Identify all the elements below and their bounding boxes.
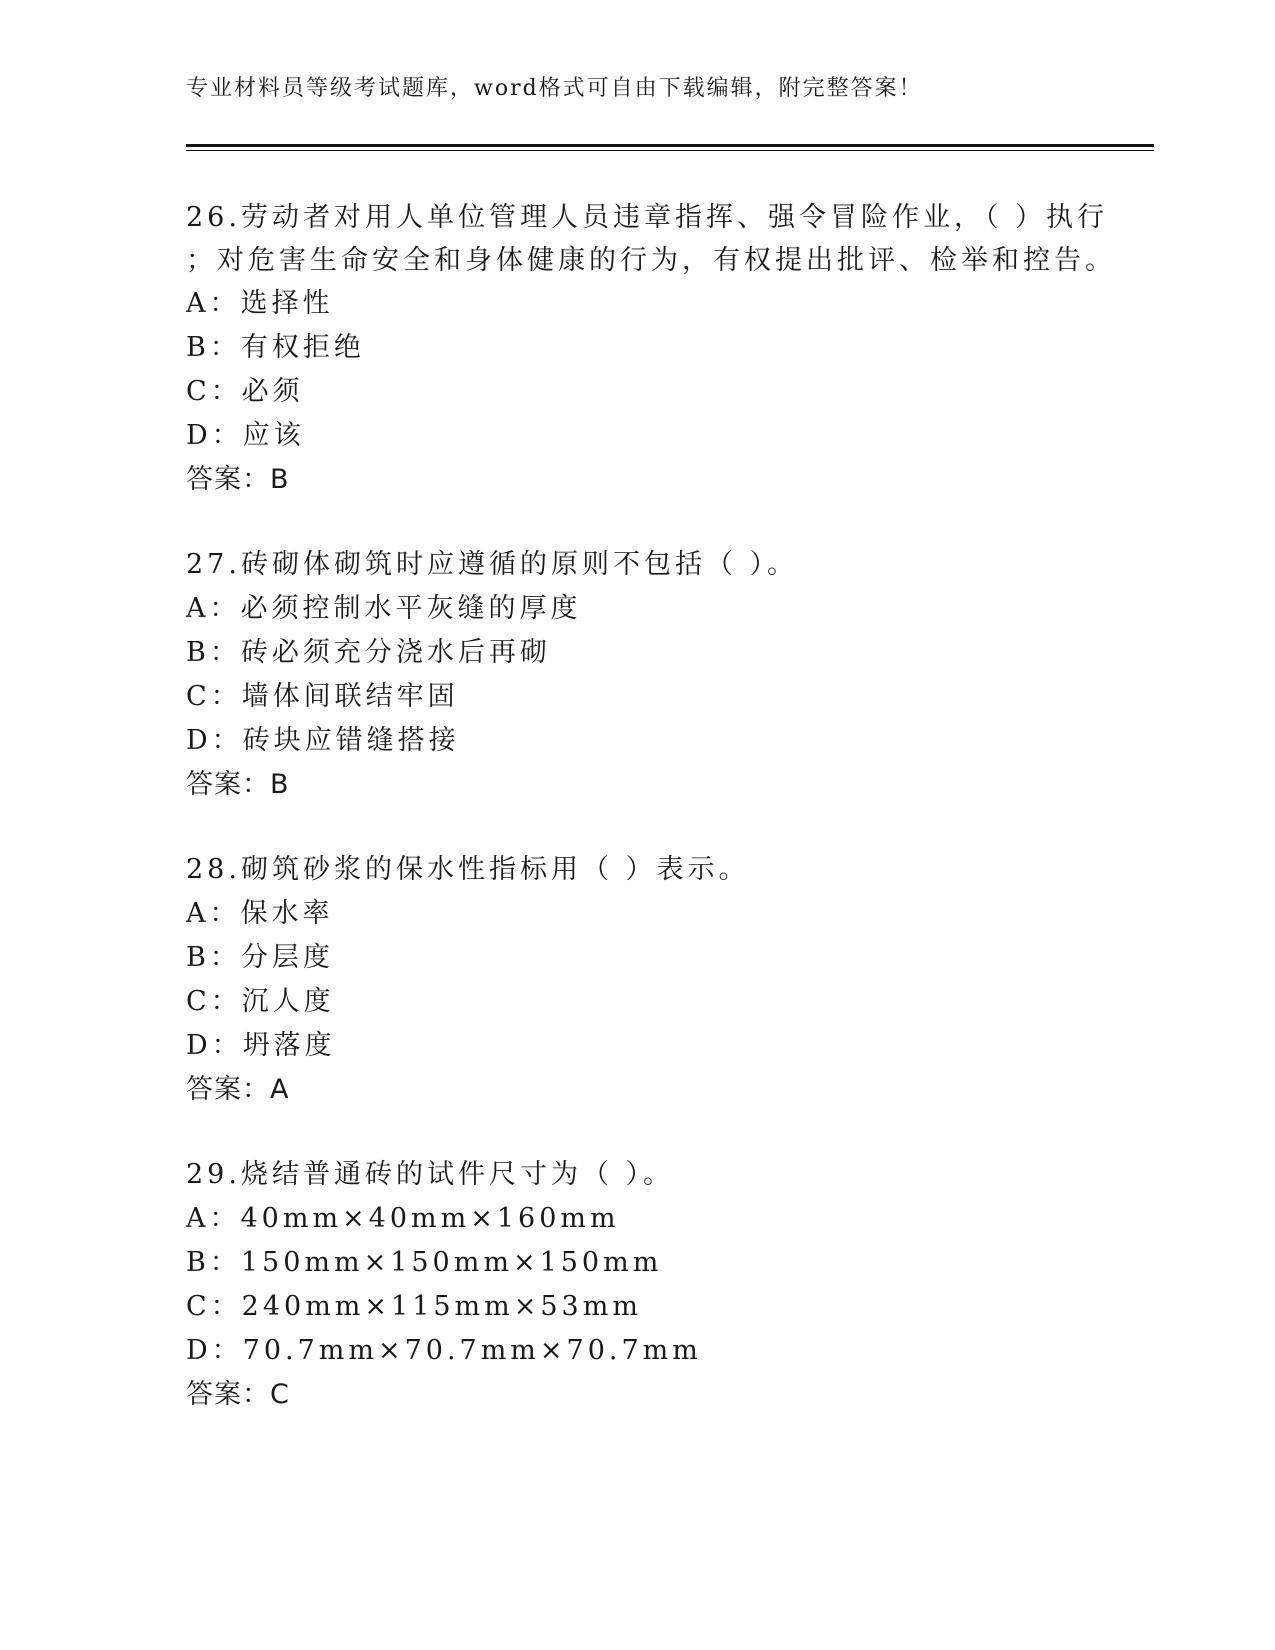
question-29-option-b: B：150mm×150mm×150mm bbox=[186, 1247, 663, 1278]
question-28-option-c: C：沉人度 bbox=[186, 986, 335, 1017]
question-27-option-c: C：墙体间联结牢固 bbox=[186, 681, 459, 712]
header-rule-thick bbox=[186, 144, 1154, 147]
question-26-option-c: C：必须 bbox=[186, 376, 304, 407]
question-29-option-c: C：240mm×115mm×53mm bbox=[186, 1291, 642, 1322]
question-27-option-b: B：砖必须充分浇水后再砌 bbox=[186, 637, 551, 668]
question-26-stem-line-1: 26.劳动者对用人单位管理人员违章指挥、强令冒险作业，（ ）执行 bbox=[186, 202, 1109, 233]
question-28-option-d: D：坍落度 bbox=[186, 1030, 336, 1061]
question-26-option-b: B：有权拒绝 bbox=[186, 332, 365, 363]
question-28-answer: 答案：A bbox=[186, 1074, 290, 1105]
question-28-stem: 28.砌筑砂浆的保水性指标用（ ）表示。 bbox=[186, 854, 750, 885]
question-29-answer: 答案：C bbox=[186, 1379, 290, 1410]
question-27-option-d: D：砖块应错缝搭接 bbox=[186, 725, 460, 756]
header-rule-thin bbox=[186, 150, 1154, 151]
question-29-option-a: A：40mm×40mm×160mm bbox=[186, 1203, 620, 1234]
question-28-option-b: B：分层度 bbox=[186, 942, 334, 973]
page-header: 专业材料员等级考试题库，word格式可自由下载编辑，附完整答案！ bbox=[186, 76, 923, 101]
question-26-answer: 答案：B bbox=[186, 464, 290, 495]
question-27-option-a: A：必须控制水平灰缝的厚度 bbox=[186, 593, 582, 624]
question-27-answer: 答案：B bbox=[186, 769, 290, 800]
question-29-option-d: D：70.7mm×70.7mm×70.7mm bbox=[186, 1335, 702, 1366]
question-26-option-d: D：应该 bbox=[186, 420, 305, 451]
question-27-stem: 27.砖砌体砌筑时应遵循的原则不包括（ ）。 bbox=[186, 549, 799, 580]
question-26-stem-line-2: ；对危害生命安全和身体健康的行为，有权提出批评、检举和控告。 bbox=[186, 245, 1116, 276]
question-26-option-a: A：选择性 bbox=[186, 288, 334, 319]
question-29-stem: 29.烧结普通砖的试件尺寸为（ ）。 bbox=[186, 1159, 675, 1190]
question-28-option-a: A：保水率 bbox=[186, 898, 334, 929]
